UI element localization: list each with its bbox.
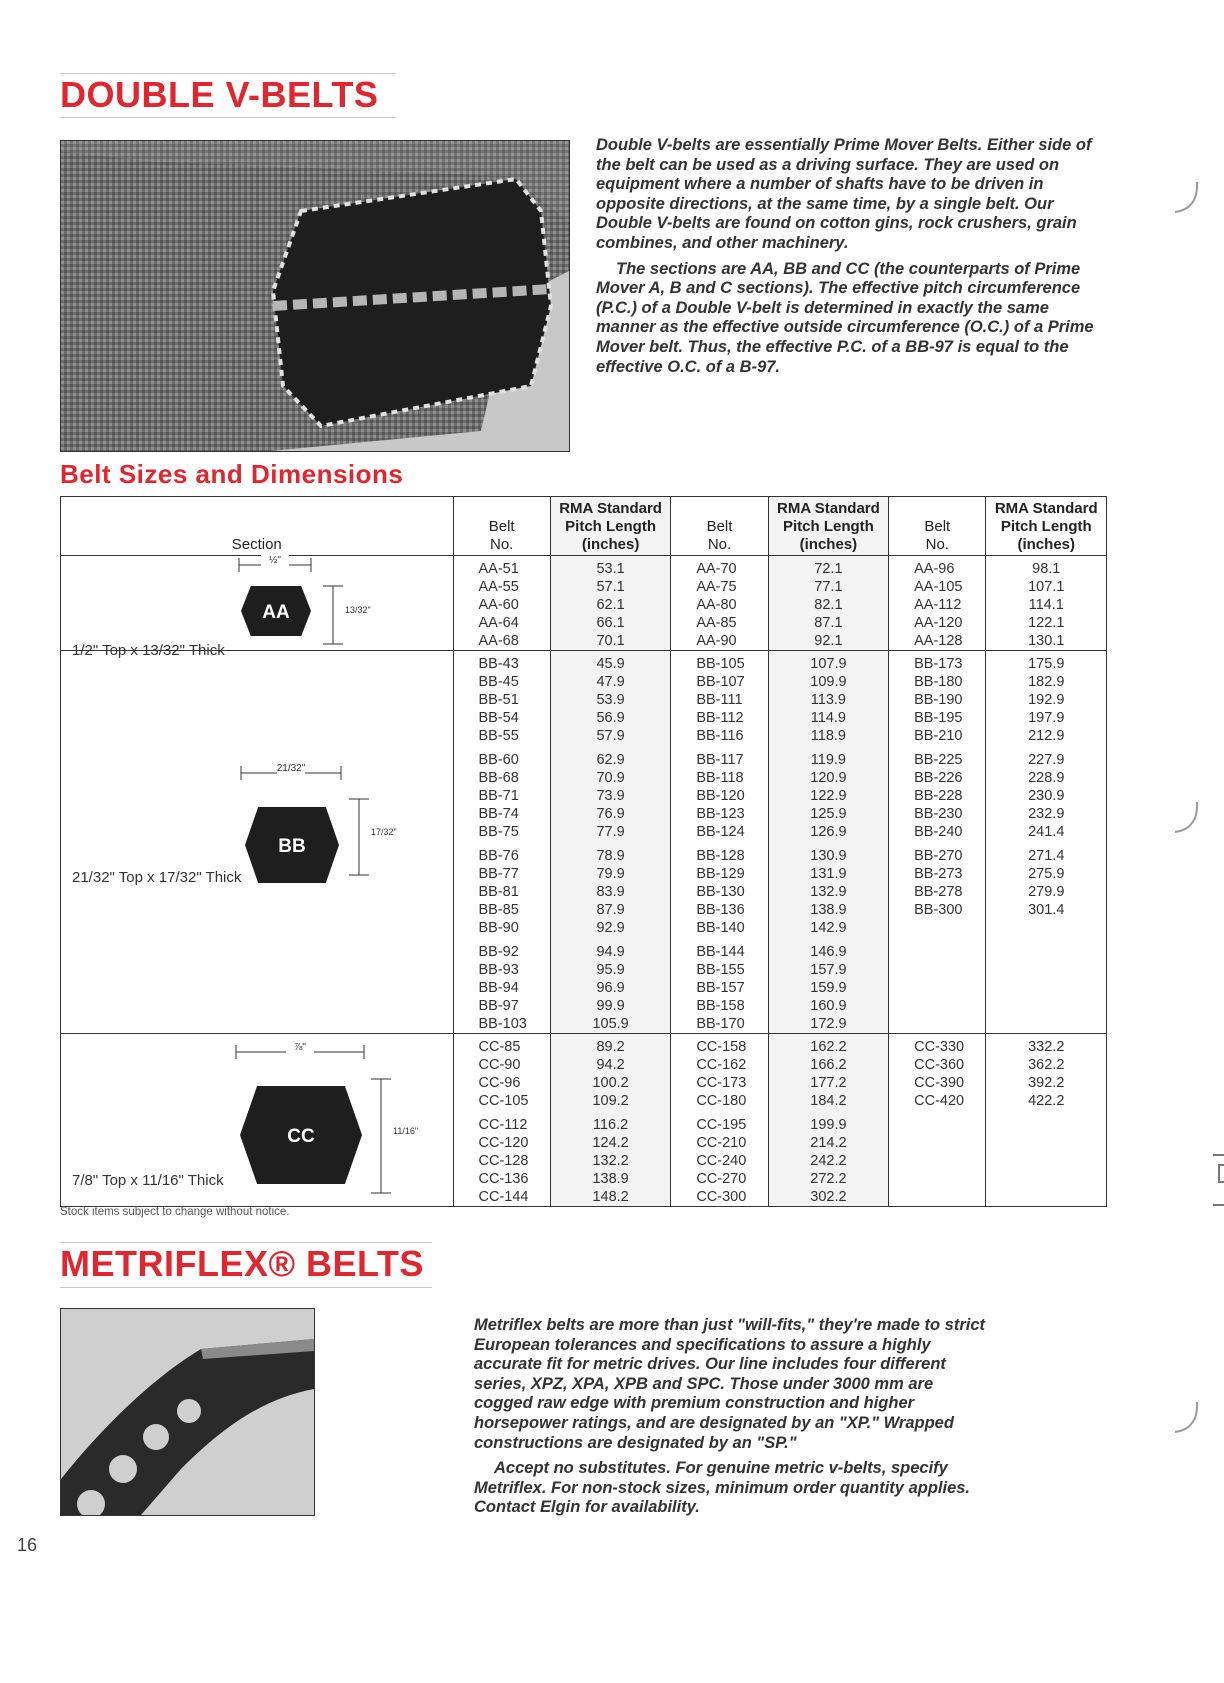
belt-number: AA-112: [914, 597, 962, 613]
double-v-belts-description: [596, 136, 1101, 383]
pitch-length-value: 87.9: [596, 902, 625, 918]
margin-mark: [1172, 800, 1202, 840]
pitch-length-value: 392.2: [1028, 1075, 1065, 1091]
belt-number: AA-96: [914, 561, 955, 577]
pitch-length-value: 76.9: [596, 806, 625, 822]
pitch-length-value: 57.1: [596, 579, 625, 595]
belt-number: CC-210: [696, 1135, 747, 1151]
belt-number: BB-111: [696, 692, 743, 708]
intro-paragraph: Metriflex belts are more than just "will-fits," they're made to strict European tolerances and specifications to assure a highly accurate fit for metric drives. Our line includes four different series, XPZ, XPA, XPB and SPC. Those under 3000 mm are cogged raw edge with premium construction and higher horsepower ratings, and are designated by an "XP." Wrapped constructions are designated by an "SP.": [474, 1316, 986, 1452]
double-v-belt-photo: [60, 140, 570, 452]
pitch-length-value: 184.2: [810, 1093, 847, 1109]
pitch-length-column: [768, 651, 888, 1034]
belt-number: BB-117: [696, 752, 744, 768]
pitch-length-value: 275.9: [1028, 866, 1065, 882]
header-belt-no: Belt No.: [453, 497, 550, 556]
belt-number-column: [453, 556, 550, 651]
double-v-belt-illustration: [61, 141, 569, 451]
pitch-length-column: [550, 651, 670, 1034]
pitch-length-value: 78.9: [596, 848, 625, 864]
belt-number: AA-51: [478, 561, 519, 577]
pitch-length-value: 66.1: [596, 615, 625, 631]
belt-number: AA-68: [478, 633, 519, 649]
pitch-length-value: 53.1: [596, 561, 625, 577]
section-title-double-v-belts: DOUBLE V-BELTS: [60, 74, 379, 115]
belt-number: BB-116: [696, 728, 744, 744]
belt-number: CC-330: [914, 1039, 965, 1055]
belt-number: BB-155: [696, 962, 745, 978]
metriflex-belt-photo: [60, 1308, 315, 1516]
pitch-length-value: 94.2: [596, 1057, 625, 1073]
belt-number: BB-120: [696, 788, 745, 804]
table-row: [61, 651, 1107, 1034]
belt-number: BB-158: [696, 998, 745, 1014]
table-header-row: [61, 497, 1107, 556]
pitch-length-value: 157.9: [810, 962, 847, 978]
pitch-length-value: 89.2: [596, 1039, 625, 1055]
pitch-length-value: 227.9: [1028, 752, 1065, 768]
pitch-length-value: 77.9: [596, 824, 625, 840]
belt-number: CC-173: [696, 1075, 747, 1091]
pitch-length-value: 100.2: [592, 1075, 629, 1091]
belt-number: BB-94: [478, 980, 519, 996]
belt-number: CC-240: [696, 1153, 747, 1169]
belt-number: BB-92: [478, 944, 519, 960]
section-name-label: CC: [287, 1126, 315, 1147]
belt-cross-section-diagram: [61, 555, 452, 623]
belt-number-column: [453, 651, 550, 1034]
belt-number: CC-105: [478, 1093, 529, 1109]
pitch-length-value: 70.9: [596, 770, 625, 786]
pitch-length-value: 182.9: [1028, 674, 1065, 690]
belt-number: AA-90: [696, 633, 737, 649]
pitch-length-value: 107.9: [810, 656, 847, 672]
intro-paragraph: Accept no substitutes. For genuine metric v-belts, specify Metriflex. For non-stock sizes, minimum order quantity applies. Contact Elgin for availability.: [474, 1459, 971, 1517]
pitch-length-value: 92.1: [814, 633, 843, 649]
section-name-label: AA: [262, 602, 290, 623]
section-dimension-label: 7/8" Top x 11/16" Thick: [72, 1172, 224, 1189]
pitch-length-value: 83.9: [596, 884, 625, 900]
top-dimension-label: ½": [269, 555, 281, 566]
pitch-length-value: 62.9: [596, 752, 625, 768]
belt-number: BB-240: [914, 824, 963, 840]
belt-number: BB-225: [914, 752, 963, 768]
header-rma: RMA Standard Pitch Length (inches): [768, 497, 888, 556]
pitch-length-value: 45.9: [596, 656, 625, 672]
belt-number: BB-93: [478, 962, 519, 978]
pitch-length-value: 62.1: [596, 597, 625, 613]
belt-number: BB-51: [478, 692, 519, 708]
pitch-length-value: 96.9: [596, 980, 625, 996]
belt-number: CC-120: [478, 1135, 529, 1151]
pitch-length-value: 138.9: [592, 1171, 629, 1187]
pitch-length-value: 122.9: [810, 788, 847, 804]
pitch-length-value: 130.9: [810, 848, 847, 864]
pitch-length-column: [768, 556, 888, 651]
pitch-length-value: 109.2: [592, 1093, 629, 1109]
pitch-length-value: 272.2: [810, 1171, 847, 1187]
belt-number-column: [889, 1034, 986, 1207]
belt-sizes-table: [60, 496, 1107, 1207]
pitch-length-value: 125.9: [810, 806, 847, 822]
pitch-length-value: 214.2: [810, 1135, 847, 1151]
belt-number: BB-112: [696, 710, 744, 726]
pitch-length-value: 95.9: [596, 962, 625, 978]
pitch-length-value: 232.9: [1028, 806, 1065, 822]
pitch-length-value: 159.9: [810, 980, 847, 996]
belt-number: BB-105: [696, 656, 745, 672]
header-rma: RMA Standard Pitch Length (inches): [550, 497, 670, 556]
pitch-length-value: 212.9: [1028, 728, 1065, 744]
pitch-length-value: 332.2: [1028, 1039, 1065, 1055]
pitch-length-value: 94.9: [596, 944, 625, 960]
footnote: Stock items subject to change without notice.: [60, 1206, 290, 1218]
belt-number: BB-129: [696, 866, 745, 882]
pitch-length-value: 114.1: [1028, 597, 1064, 613]
top-dimension-label: 21/32": [276, 763, 306, 774]
pitch-length-value: 109.9: [810, 674, 847, 690]
belt-number: CC-158: [696, 1039, 747, 1055]
belt-number: BB-54: [478, 710, 519, 726]
pitch-length-value: 118.9: [810, 728, 846, 744]
pitch-length-value: 279.9: [1028, 884, 1065, 900]
belt-number: BB-273: [914, 866, 963, 882]
pitch-length-value: 105.9: [592, 1016, 629, 1032]
thickness-dimension-label: 11/16": [393, 1126, 419, 1136]
belt-number: BB-45: [478, 674, 519, 690]
pitch-length-value: 124.2: [592, 1135, 629, 1151]
pitch-length-value: 177.2: [810, 1075, 847, 1091]
belt-number: CC-96: [478, 1075, 521, 1091]
margin-mark: [1205, 1150, 1224, 1210]
belt-number: BB-71: [478, 788, 519, 804]
belt-number: CC-162: [696, 1057, 747, 1073]
belt-number: BB-90: [478, 920, 519, 936]
pitch-length-value: 47.9: [596, 674, 625, 690]
belt-number: BB-124: [696, 824, 745, 840]
metriflex-belt-illustration: [61, 1309, 314, 1515]
pitch-length-value: 113.9: [810, 692, 846, 708]
page-number: 16: [17, 1535, 38, 1555]
belt-number: BB-60: [478, 752, 519, 768]
belt-number-column: [671, 651, 768, 1034]
pitch-length-value: 82.1: [814, 597, 843, 613]
section-dimension-label: 21/32" Top x 17/32" Thick: [72, 869, 242, 886]
belt-number: BB-228: [914, 788, 963, 804]
pitch-length-value: 116.2: [592, 1117, 629, 1133]
section-dimension-label: 1/2" Top x 13/32" Thick: [72, 642, 225, 659]
belt-number: AA-75: [696, 579, 737, 595]
top-dimension-label: ⅞": [294, 1042, 306, 1053]
pitch-length-value: 422.2: [1028, 1093, 1065, 1109]
belt-number: AA-128: [914, 633, 963, 649]
pitch-length-value: 301.4: [1028, 902, 1065, 918]
belt-number: BB-76: [478, 848, 519, 864]
belt-number: CC-270: [696, 1171, 747, 1187]
pitch-length-value: 172.9: [810, 1016, 847, 1032]
belt-number: AA-85: [696, 615, 737, 631]
pitch-length-value: 146.9: [810, 944, 847, 960]
belt-number-column: [671, 556, 768, 651]
belt-number: BB-74: [478, 806, 519, 822]
thickness-dimension-label: 17/32": [371, 827, 397, 837]
metriflex-description: [474, 1316, 994, 1524]
pitch-length-value: 242.2: [810, 1153, 847, 1169]
belt-number: BB-144: [696, 944, 745, 960]
belt-number: BB-118: [696, 770, 744, 786]
pitch-length-value: 70.1: [596, 633, 625, 649]
belt-number: CC-136: [478, 1171, 529, 1187]
section-cell: [61, 555, 454, 659]
pitch-length-value: 99.9: [596, 998, 625, 1014]
pitch-length-value: 362.2: [1028, 1057, 1065, 1073]
margin-mark: [1172, 1400, 1202, 1440]
pitch-length-value: 87.1: [814, 615, 843, 631]
pitch-length-value: 114.9: [810, 710, 846, 726]
belt-number-column: [889, 556, 986, 651]
belt-number: AA-55: [478, 579, 519, 595]
pitch-length-value: 138.9: [810, 902, 847, 918]
belt-number: BB-278: [914, 884, 963, 900]
belt-number: BB-300: [914, 902, 963, 918]
pitch-length-value: 92.9: [596, 920, 625, 936]
belt-number: BB-140: [696, 920, 745, 936]
pitch-length-value: 162.2: [810, 1039, 847, 1055]
belt-cross-section-diagram: [61, 1034, 452, 1147]
pitch-length-value: 192.9: [1028, 692, 1065, 708]
pitch-length-value: 53.9: [596, 692, 625, 708]
header-belt-no: Belt No.: [889, 497, 986, 556]
table-row: [61, 1034, 1107, 1207]
pitch-length-value: 107.1: [1028, 579, 1065, 595]
section-cell: [61, 1034, 454, 1207]
pitch-length-value: 77.1: [814, 579, 843, 595]
pitch-length-value: 160.9: [810, 998, 847, 1014]
belt-number: BB-55: [478, 728, 519, 744]
pitch-length-value: 132.2: [592, 1153, 629, 1169]
belt-number: BB-190: [914, 692, 963, 708]
header-section: Section: [61, 497, 454, 556]
pitch-length-value: 73.9: [596, 788, 625, 804]
belt-number: AA-70: [696, 561, 737, 577]
belt-number: BB-97: [478, 998, 519, 1014]
pitch-length-value: 57.9: [596, 728, 625, 744]
belt-number: CC-144: [478, 1189, 529, 1205]
pitch-length-column: [550, 556, 670, 651]
belt-number: AA-64: [478, 615, 519, 631]
pitch-length-value: 302.2: [810, 1189, 847, 1205]
belt-number: BB-157: [696, 980, 745, 996]
pitch-length-value: 72.1: [814, 561, 843, 577]
pitch-length-value: 228.9: [1028, 770, 1065, 786]
intro-paragraph: Double V-belts are essentially Prime Mover Belts. Either side of the belt can be used as a driving surface. They are used on equipment where a number of shafts have to be driven in opposite directions, at the same time, by a single belt. Our Double V-belts are found on cotton gins, rock crushers, grain combines, and other machinery.: [596, 136, 1092, 252]
header-rma: RMA Standard Pitch Length (inches): [986, 497, 1107, 556]
pitch-length-value: 230.9: [1028, 788, 1065, 804]
pitch-length-column: [986, 556, 1107, 651]
belt-number: BB-226: [914, 770, 963, 786]
section-name-label: BB: [278, 836, 306, 857]
section-title-metriflex-belts: METRIFLEX® BELTS: [60, 1243, 424, 1284]
belt-number: BB-195: [914, 710, 963, 726]
belt-number: BB-180: [914, 674, 963, 690]
title-rule-bottom: [60, 1287, 432, 1288]
pitch-length-value: 241.4: [1028, 824, 1065, 840]
pitch-length-value: 119.9: [810, 752, 846, 768]
belt-number: AA-80: [696, 597, 737, 613]
belt-number: BB-103: [478, 1016, 527, 1032]
belt-number: CC-180: [696, 1093, 747, 1109]
belt-number: BB-170: [696, 1016, 745, 1032]
belt-number: BB-81: [478, 884, 519, 900]
belt-number: BB-230: [914, 806, 963, 822]
belt-number-column: [889, 651, 986, 1034]
margin-mark: [1172, 180, 1202, 220]
belt-number: CC-420: [914, 1093, 965, 1109]
belt-number: BB-270: [914, 848, 963, 864]
pitch-length-value: 122.1: [1028, 615, 1065, 631]
pitch-length-value: 148.2: [592, 1189, 629, 1205]
belt-number: AA-105: [914, 579, 963, 595]
pitch-length-value: 130.1: [1028, 633, 1065, 649]
pitch-length-value: 131.9: [810, 866, 847, 882]
belt-number: CC-112: [478, 1117, 528, 1133]
belt-cross-section-diagram: [61, 651, 452, 857]
table-row: [61, 556, 1107, 651]
thickness-dimension-label: 13/32": [345, 605, 371, 615]
belt-number: BB-128: [696, 848, 745, 864]
belt-number: BB-136: [696, 902, 745, 918]
pitch-length-value: 120.9: [810, 770, 847, 786]
pitch-length-column: [768, 1034, 888, 1207]
pitch-length-column: [550, 1034, 670, 1207]
belt-number: CC-360: [914, 1057, 965, 1073]
belt-number: CC-128: [478, 1153, 529, 1169]
pitch-length-value: 166.2: [810, 1057, 847, 1073]
belt-number: BB-75: [478, 824, 519, 840]
pitch-length-value: 98.1: [1032, 561, 1061, 577]
belt-number: BB-68: [478, 770, 519, 786]
belt-number: CC-195: [696, 1117, 747, 1133]
belt-number-column: [671, 1034, 768, 1207]
pitch-length-value: 79.9: [596, 866, 625, 882]
pitch-length-column: [986, 1034, 1107, 1207]
belt-number: BB-173: [914, 656, 963, 672]
pitch-length-value: 175.9: [1028, 656, 1065, 672]
belt-number: BB-107: [696, 674, 745, 690]
pitch-length-column: [986, 651, 1107, 1034]
belt-number: BB-210: [914, 728, 963, 744]
belt-number: BB-85: [478, 902, 519, 918]
table-title: Belt Sizes and Dimensions: [60, 459, 404, 489]
pitch-length-value: 199.9: [810, 1117, 847, 1133]
belt-number: CC-85: [478, 1039, 521, 1055]
pitch-length-value: 56.9: [596, 710, 625, 726]
intro-paragraph: The sections are AA, BB and CC (the counterparts of Prime Mover A, B and C sections). The effective pitch circumference (P.C.) of a Double V-belt is determined in exactly the same manner as the effective outside circumference (O.C.) of a Prime Mover belt. Thus, the effective P.C. of a BB-97 is equal to the effective O.C. of a B-97.: [596, 259, 1094, 376]
pitch-length-value: 132.9: [810, 884, 847, 900]
pitch-length-value: 197.9: [1028, 710, 1065, 726]
belt-number: CC-300: [696, 1189, 747, 1205]
belt-number-column: [453, 1034, 550, 1207]
belt-number: AA-120: [914, 615, 963, 631]
belt-number: BB-130: [696, 884, 745, 900]
pitch-length-value: 142.9: [810, 920, 847, 936]
belt-number: BB-123: [696, 806, 745, 822]
belt-number: CC-90: [478, 1057, 521, 1073]
pitch-length-value: 271.4: [1028, 848, 1065, 864]
belt-number: CC-390: [914, 1075, 965, 1091]
title-rule-bottom: [60, 117, 396, 118]
belt-number: BB-77: [478, 866, 519, 882]
belt-number: BB-43: [478, 656, 519, 672]
header-belt-no: Belt No.: [671, 497, 768, 556]
belt-number: AA-60: [478, 597, 519, 613]
section-cell: [61, 651, 454, 1034]
pitch-length-value: 126.9: [810, 824, 847, 840]
